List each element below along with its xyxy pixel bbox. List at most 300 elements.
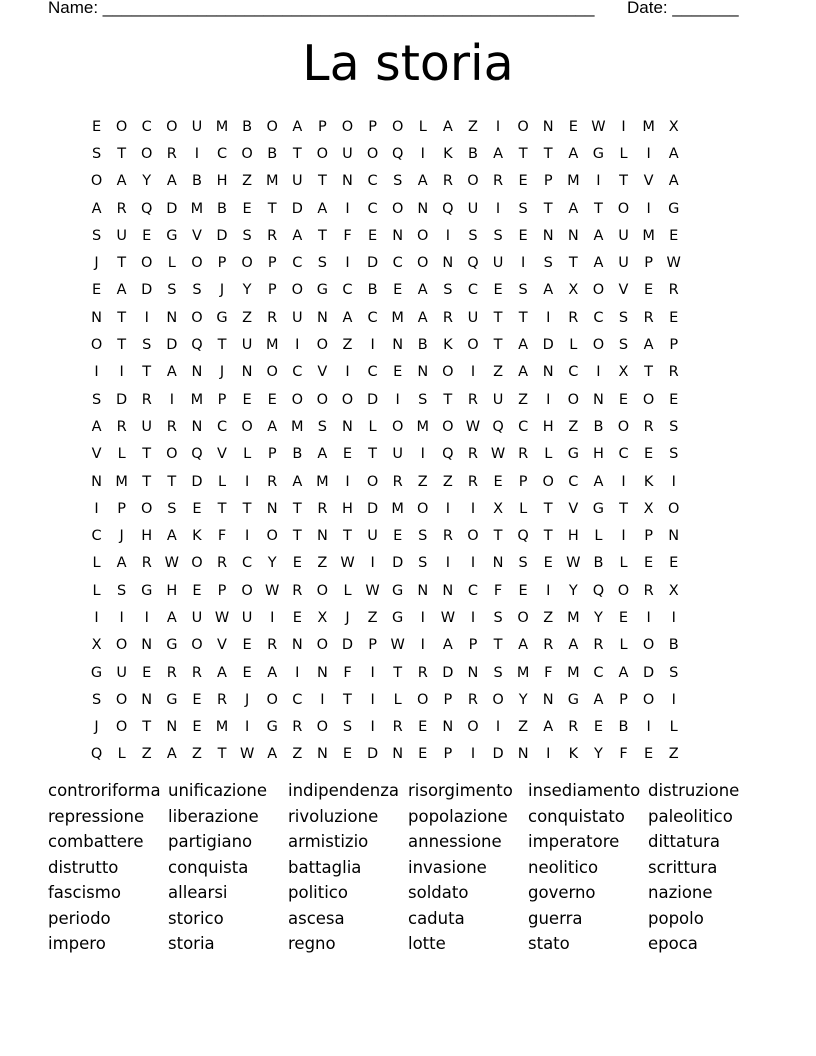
grid-letter: C: [91, 528, 102, 545]
grid-letter: R: [116, 418, 127, 435]
grid-letter: E: [393, 364, 403, 381]
grid-letter: O: [90, 173, 103, 190]
grid-letter: X: [568, 282, 579, 299]
grid-letter: L: [669, 719, 678, 736]
grid-letter: N: [316, 664, 328, 681]
grid-letter: R: [292, 719, 303, 736]
grid-letter: F: [544, 664, 553, 681]
grid-letter: I: [646, 145, 651, 162]
grid-letter: L: [393, 691, 402, 708]
word-list-item: distruzione: [648, 781, 740, 800]
grid-letter: I: [395, 391, 400, 408]
grid-letter: N: [567, 227, 579, 244]
grid-letter: A: [166, 746, 177, 763]
grid-letter: S: [317, 418, 327, 435]
grid-letter: S: [618, 309, 629, 326]
grid-letter: R: [317, 500, 328, 517]
grid-letter: D: [492, 746, 504, 763]
grid-letter: T: [443, 391, 453, 408]
grid-letter: R: [141, 391, 152, 408]
grid-letter: Q: [442, 200, 454, 217]
grid-letter: O: [316, 637, 329, 654]
grid-letter: L: [418, 118, 427, 135]
grid-letter: T: [343, 528, 352, 545]
grid-letter: C: [292, 364, 303, 381]
grid-letter: O: [366, 473, 379, 490]
grid-letter: E: [518, 582, 528, 599]
grid-letter: O: [241, 255, 253, 272]
grid-letter: E: [192, 691, 202, 708]
grid-letter: N: [392, 746, 404, 763]
grid-letter: A: [543, 282, 554, 299]
grid-letter: T: [167, 473, 177, 490]
grid-letter: N: [342, 173, 353, 190]
grid-letter: W: [239, 746, 255, 763]
grid-letter: S: [518, 200, 528, 217]
word-list-item: liberazione: [168, 806, 259, 826]
grid-letter: M: [642, 118, 655, 135]
grid-letter: S: [493, 664, 503, 681]
grid-letter: B: [292, 446, 303, 463]
grid-letter: R: [568, 719, 579, 736]
word-list-item: controriforma: [48, 781, 161, 800]
grid-letter: O: [291, 391, 303, 408]
grid-letter: P: [368, 118, 377, 135]
grid-letter: I: [470, 364, 476, 381]
grid-letter: N: [417, 200, 429, 217]
grid-letter: I: [495, 118, 501, 135]
word-list-item: armistizio: [288, 832, 369, 851]
grid-letter: T: [619, 173, 628, 190]
grid-letter: I: [445, 555, 450, 572]
grid-letter: I: [94, 364, 99, 381]
word-list-item: stato: [528, 934, 570, 953]
grid-letter: N: [668, 528, 680, 545]
grid-letter: O: [316, 582, 329, 599]
grid-letter: I: [345, 200, 350, 217]
grid-letter: R: [442, 309, 453, 326]
grid-letter: I: [546, 391, 551, 408]
grid-letter: E: [142, 227, 152, 244]
grid-letter: C: [292, 255, 303, 272]
grid-letter: R: [593, 637, 604, 654]
grid-letter: W: [340, 555, 355, 572]
grid-letter: H: [542, 418, 554, 435]
word-list-item: periodo: [48, 908, 111, 928]
grid-letter: A: [116, 555, 127, 572]
grid-letter: E: [669, 309, 679, 326]
word-list-item: politico: [288, 883, 348, 902]
grid-letter: Z: [442, 473, 453, 490]
grid-letter: V: [217, 637, 227, 654]
grid-letter: W: [390, 637, 405, 654]
grid-letter: I: [295, 337, 300, 354]
grid-letter: Y: [242, 282, 252, 299]
grid-letter: D: [291, 200, 303, 217]
grid-letter: T: [117, 337, 127, 354]
word-list-item: conquistato: [528, 806, 625, 826]
grid-letter: D: [542, 337, 554, 354]
grid-letter: V: [191, 227, 202, 244]
grid-letter: I: [144, 609, 149, 626]
grid-letter: A: [442, 118, 453, 135]
grid-letter: O: [492, 691, 504, 708]
grid-letter: O: [90, 337, 103, 354]
grid-letter: M: [567, 609, 580, 626]
grid-letter: T: [543, 528, 553, 545]
word-list-item: governo: [528, 883, 596, 902]
grid-letter: G: [592, 145, 605, 162]
grid-letter: L: [217, 473, 227, 490]
grid-letter: C: [367, 200, 378, 217]
grid-letter: O: [667, 500, 680, 517]
grid-letter: B: [267, 145, 278, 162]
grid-letter: S: [342, 719, 353, 736]
grid-letter: M: [567, 664, 580, 681]
grid-letter: E: [644, 555, 654, 572]
grid-letter: I: [94, 609, 99, 626]
word-list-item: distrutto: [48, 857, 119, 877]
grid-letter: E: [493, 282, 503, 299]
grid-letter: H: [166, 582, 178, 599]
grid-letter: Z: [242, 173, 253, 190]
grid-letter: D: [366, 391, 379, 408]
grid-letter: O: [442, 418, 454, 435]
grid-letter: I: [295, 664, 300, 681]
word-list-item: guerra: [528, 908, 583, 928]
grid-letter: P: [518, 473, 528, 490]
grid-letter: H: [216, 173, 228, 190]
grid-row: [84, 577, 686, 604]
grid-letter: O: [191, 255, 203, 272]
grid-letter: L: [343, 582, 352, 599]
grid-letter: O: [191, 637, 203, 654]
grid-letter: G: [266, 719, 278, 736]
grid-letter: I: [495, 719, 501, 736]
grid-letter: P: [217, 391, 227, 408]
word-list-item: dittatura: [648, 832, 720, 851]
grid-letter: I: [646, 200, 651, 217]
grid-letter: F: [619, 746, 628, 763]
grid-letter: S: [393, 173, 403, 190]
grid-letter: S: [142, 337, 152, 354]
grid-letter: Z: [242, 309, 253, 326]
grid-letter: A: [116, 173, 127, 190]
grid-letter: I: [169, 391, 174, 408]
grid-letter: N: [542, 227, 554, 244]
grid-letter: T: [568, 255, 578, 272]
grid-letter: E: [242, 391, 252, 408]
grid-letter: I: [546, 582, 551, 599]
grid-letter: P: [468, 637, 478, 654]
grid-letter: P: [543, 173, 553, 190]
grid-letter: N: [316, 746, 328, 763]
grid-letter: G: [567, 446, 579, 463]
grid-row: [84, 468, 686, 495]
grid-letter: L: [519, 500, 528, 517]
grid-letter: C: [292, 691, 303, 708]
grid-letter: L: [544, 446, 553, 463]
grid-letter: F: [217, 528, 227, 545]
grid-letter: O: [642, 691, 655, 708]
grid-letter: S: [669, 418, 679, 435]
grid-letter: I: [546, 746, 551, 763]
grid-letter: E: [192, 719, 202, 736]
grid-letter: A: [342, 309, 353, 326]
grid-letter: O: [617, 582, 630, 599]
grid-letter: E: [669, 227, 679, 244]
grid-letter: E: [342, 446, 353, 463]
grid-letter: L: [92, 555, 101, 572]
grid-letter: O: [266, 364, 278, 381]
grid-letter: R: [267, 227, 278, 244]
grid-letter: N: [542, 364, 554, 381]
grid-letter: U: [241, 337, 253, 354]
grid-letter: B: [467, 145, 478, 162]
grid-letter: G: [166, 227, 178, 244]
grid-letter: R: [216, 691, 228, 708]
grid-letter: I: [244, 473, 250, 490]
grid-letter: N: [442, 719, 454, 736]
grid-letter: G: [668, 200, 680, 217]
word-list-item: storico: [168, 908, 224, 928]
grid-row: [84, 714, 686, 741]
grid-letter: I: [470, 746, 476, 763]
grid-letter: O: [266, 118, 278, 135]
grid-letter: S: [669, 446, 679, 463]
grid-letter: Z: [342, 337, 353, 354]
grid-letter: O: [191, 555, 203, 572]
grid-letter: G: [592, 500, 605, 517]
grid-letter: T: [292, 500, 302, 517]
grid-letter: N: [241, 364, 253, 381]
grid-letter: U: [141, 418, 153, 435]
grid-letter: I: [445, 500, 450, 517]
grid-letter: U: [618, 227, 629, 244]
grid-letter: R: [493, 173, 504, 190]
grid-letter: Z: [518, 391, 529, 408]
grid-letter: Q: [141, 200, 153, 217]
grid-row: [84, 304, 686, 331]
grid-letter: W: [164, 555, 179, 572]
grid-letter: C: [367, 309, 378, 326]
grid-letter: E: [192, 582, 202, 599]
grid-letter: O: [592, 282, 605, 299]
grid-row: [84, 113, 686, 140]
grid-letter: S: [518, 555, 528, 572]
grid-letter: L: [167, 255, 176, 272]
grid-row: [84, 195, 686, 222]
grid-row: [84, 550, 686, 577]
word-list-item: impero: [48, 934, 106, 953]
grid-letter: N: [141, 637, 153, 654]
grid-letter: T: [267, 200, 277, 217]
grid-letter: R: [668, 282, 679, 299]
grid-letter: A: [417, 309, 428, 326]
word-list-item: conquista: [168, 857, 249, 877]
grid-letter: A: [593, 227, 604, 244]
grid-letter: X: [91, 637, 102, 654]
grid-letter: J: [345, 609, 350, 626]
grid-letter: E: [91, 118, 102, 135]
grid-letter: S: [91, 145, 102, 162]
grid-letter: T: [619, 500, 628, 517]
grid-letter: A: [91, 200, 102, 217]
grid-letter: C: [593, 309, 604, 326]
grid-letter: M: [190, 391, 204, 408]
grid-row: [84, 386, 686, 413]
grid-letter: O: [266, 691, 278, 708]
grid-letter: S: [117, 582, 127, 599]
grid-letter: N: [316, 528, 328, 545]
grid-letter: A: [643, 337, 654, 354]
grid-letter: E: [292, 609, 302, 626]
grid-letter: B: [367, 282, 378, 299]
grid-letter: T: [593, 200, 603, 217]
grid-letter: U: [291, 309, 303, 326]
grid-letter: E: [393, 282, 403, 299]
grid-letter: S: [91, 391, 102, 408]
grid-letter: O: [517, 118, 529, 135]
grid-letter: U: [492, 391, 504, 408]
grid-letter: Z: [191, 746, 202, 763]
grid-letter: H: [567, 528, 579, 545]
grid-letter: E: [644, 282, 654, 299]
grid-letter: E: [518, 227, 528, 244]
grid-letter: Q: [191, 446, 203, 463]
grid-letter: P: [644, 255, 653, 272]
page-title: La storia: [302, 35, 514, 92]
grid-letter: O: [241, 145, 253, 162]
grid-letter: T: [543, 500, 553, 517]
word-list-item: rivoluzione: [288, 806, 379, 826]
grid-letter: V: [91, 446, 102, 463]
grid-letter: N: [191, 418, 203, 435]
grid-letter: I: [671, 473, 676, 490]
grid-letter: P: [644, 528, 653, 545]
grid-letter: X: [643, 500, 654, 517]
grid-letter: O: [417, 691, 429, 708]
grid-letter: P: [117, 500, 127, 517]
grid-letter: C: [367, 173, 378, 190]
grid-letter: I: [119, 364, 124, 381]
grid-letter: M: [265, 337, 279, 354]
grid-letter: G: [166, 691, 178, 708]
grid-letter: T: [142, 364, 152, 381]
grid-letter: J: [244, 691, 250, 708]
grid-letter: A: [518, 337, 529, 354]
grid-letter: I: [621, 118, 626, 135]
grid-letter: O: [517, 609, 529, 626]
word-list-item: allearsi: [168, 883, 228, 902]
grid-letter: I: [244, 719, 250, 736]
grid-letter: I: [144, 309, 149, 326]
grid-letter: R: [267, 309, 278, 326]
grid-letter: O: [417, 500, 429, 517]
grid-letter: U: [467, 309, 479, 326]
grid-letter: J: [219, 282, 225, 299]
grid-letter: E: [543, 555, 553, 572]
grid-letter: Z: [141, 746, 152, 763]
grid-letter: O: [115, 637, 128, 654]
grid-letter: C: [392, 255, 403, 272]
grid-letter: V: [317, 364, 328, 381]
grid-letter: W: [365, 582, 380, 599]
grid-letter: N: [91, 473, 102, 490]
grid-letter: I: [370, 719, 375, 736]
grid-letter: X: [493, 500, 504, 517]
grid-letter: I: [345, 255, 350, 272]
grid-letter: E: [593, 719, 603, 736]
grid-letter: Q: [467, 255, 479, 272]
grid-row: [84, 277, 686, 304]
grid-row: [84, 413, 686, 440]
grid-letter: R: [643, 418, 654, 435]
grid-letter: O: [417, 227, 429, 244]
grid-letter: O: [467, 528, 479, 545]
grid-letter: T: [317, 173, 327, 190]
grid-letter: N: [392, 227, 404, 244]
grid-letter: U: [191, 609, 203, 626]
grid-letter: T: [117, 255, 127, 272]
grid-letter: A: [568, 145, 579, 162]
grid-letter: G: [216, 309, 228, 326]
grid-letter: F: [493, 582, 503, 599]
grid-letter: T: [217, 337, 227, 354]
grid-letter: G: [392, 582, 404, 599]
grid-letter: D: [366, 500, 379, 517]
word-list-item: paleolitico: [648, 806, 733, 826]
grid-letter: P: [619, 691, 628, 708]
grid-letter: Z: [317, 555, 328, 572]
grid-letter: S: [493, 227, 503, 244]
grid-letter: R: [467, 446, 478, 463]
grid-row: [84, 604, 686, 631]
grid-letter: Q: [492, 418, 504, 435]
grid-letter: O: [642, 391, 655, 408]
grid-letter: K: [568, 746, 579, 763]
grid-letter: O: [141, 255, 153, 272]
grid-letter: O: [592, 337, 605, 354]
grid-letter: X: [618, 364, 629, 381]
grid-letter: Z: [543, 609, 554, 626]
grid-letter: T: [292, 528, 302, 545]
grid-letter: I: [119, 609, 124, 626]
grid-letter: O: [166, 446, 178, 463]
grid-letter: E: [267, 391, 277, 408]
grid-letter: A: [618, 664, 629, 681]
grid-letter: E: [342, 746, 353, 763]
grid-letter: V: [568, 500, 579, 517]
grid-letter: N: [442, 255, 454, 272]
grid-letter: E: [644, 446, 654, 463]
grid-letter: A: [267, 746, 278, 763]
grid-letter: R: [643, 309, 654, 326]
grid-letter: Z: [493, 364, 504, 381]
grid-letter: A: [668, 145, 679, 162]
grid-letter: K: [443, 337, 453, 354]
word-list: [48, 778, 768, 957]
grid-letter: K: [192, 528, 202, 545]
grid-letter: T: [644, 364, 654, 381]
grid-letter: W: [490, 446, 506, 463]
grid-letter: D: [116, 391, 128, 408]
grid-letter: O: [191, 309, 203, 326]
grid-letter: C: [242, 555, 253, 572]
grid-letter: I: [345, 364, 350, 381]
date-field-label: Date: _______: [627, 0, 739, 17]
grid-letter: Y: [593, 609, 603, 626]
